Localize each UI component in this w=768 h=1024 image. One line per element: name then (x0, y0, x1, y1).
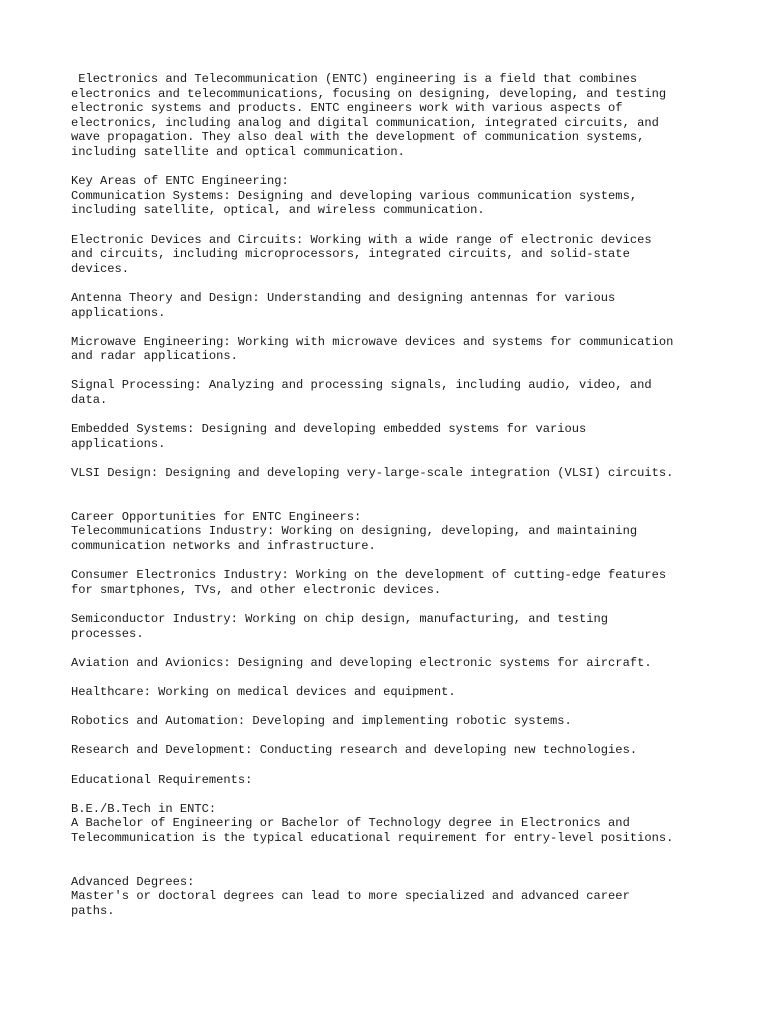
document-body (71, 72, 711, 918)
career-research: Research and Development: Conducting research and developing new technologies. (71, 743, 638, 758)
careers-heading: Career Opportunities for ENTC Engineers: (71, 509, 362, 524)
advanced-degrees-text: Master's or doctoral degrees can lead to more specialized and advanced career paths. (71, 889, 630, 918)
key-area-electronic-devices: Electronic Devices and Circuits: Working with a wide range of electronic devices and circuits, including microprocessors, integrated circuits, and solid-state devices. (71, 232, 652, 276)
career-robotics: Robotics and Automation: Developing and implementing robotic systems. (71, 714, 572, 729)
intro-paragraph: Electronics and Telecommunication (ENTC) engineering is a field that combines electronics and telecommunications, focusing on designing, developing, and testing electronic systems and products. ENTC engineers work with various aspects of electronics, including analog and digital communication, integrated circuits, and wave propagation. They also deal with the development of communication systems, including satellite and optical communication. (71, 72, 667, 159)
career-healthcare: Healthcare: Working on medical devices and equipment. (71, 684, 456, 699)
key-area-communication-systems: Communication Systems: Designing and developing various communication systems, including satellite, optical, and wireless communication. (71, 188, 638, 218)
be-btech-text: A Bachelor of Engineering or Bachelor of Technology degree in Electronics and Telecommunication is the typical educational requirement for entry-level positions. (71, 816, 674, 845)
advanced-degrees-heading: Advanced Degrees: (71, 874, 195, 889)
key-areas-heading: Key Areas of ENTC Engineering: (71, 174, 289, 189)
career-telecommunications: Telecommunications Industry: Working on designing, developing, and maintaining communication networks and infrastructure. (71, 524, 638, 553)
career-semiconductor: Semiconductor Industry: Working on chip design, manufacturing, and testing processes. (71, 611, 609, 641)
key-area-vlsi-design: VLSI Design: Designing and developing very-large-scale integration (VLSI) circuits. (71, 466, 674, 481)
career-consumer-electronics: Consumer Electronics Industry: Working on the development of cutting-edge features for smartphones, TVs, and other electronic devices. (71, 568, 667, 597)
key-area-signal-processing: Signal Processing: Analyzing and processing signals, including audio, video, and data. (71, 378, 652, 408)
key-area-embedded-systems: Embedded Systems: Designing and developing embedded systems for various applications. (71, 422, 587, 451)
key-area-microwave-engineering: Microwave Engineering: Working with microwave devices and systems for communication and radar applications. (71, 334, 674, 364)
be-btech-heading: B.E./B.Tech in ENTC: (71, 801, 217, 816)
education-heading: Educational Requirements: (71, 772, 253, 787)
career-aviation: Aviation and Avionics: Designing and developing electronic systems for aircraft. (71, 655, 652, 670)
key-area-antenna-theory: Antenna Theory and Design: Understanding and designing antennas for various applications. (71, 290, 616, 320)
